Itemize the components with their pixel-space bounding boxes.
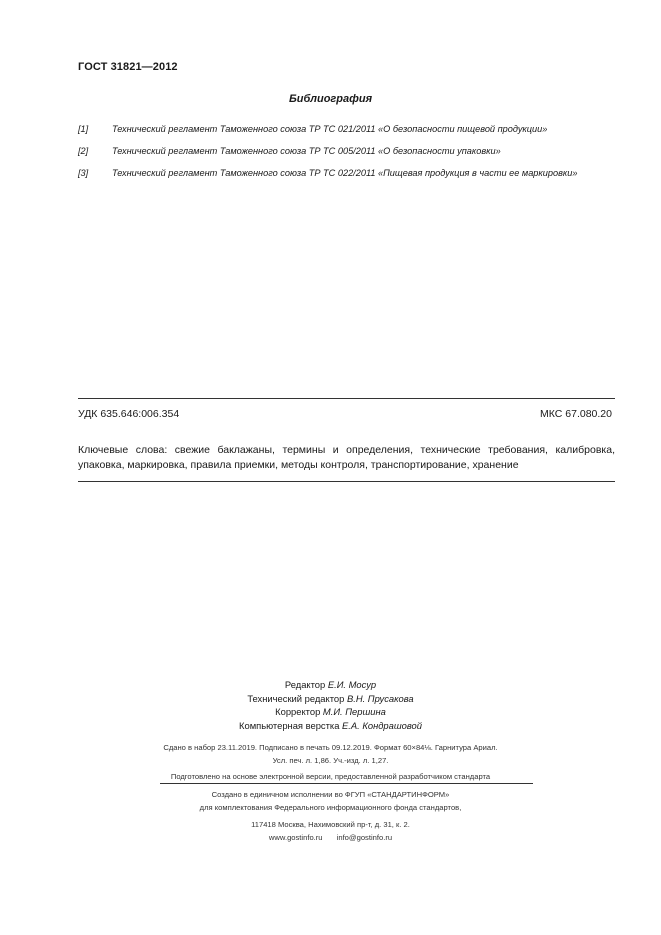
publisher-contacts	[0, 832, 661, 845]
credit-name: В.Н. Прусакова	[346, 692, 414, 704]
publisher-website[interactable]: www.gostinfo.ru	[268, 832, 323, 842]
editorial-credits	[0, 678, 661, 732]
divider-bottom	[78, 481, 615, 482]
print-info	[0, 741, 661, 767]
bibliography-item	[78, 146, 618, 168]
bibliography-item-text: Технический регламент Таможенного союза ТР ТС 021/2011 «О безопасности пищевой продукции»	[112, 124, 548, 134]
credit-role: Компьютерная верстка	[239, 719, 340, 731]
divider-top	[78, 398, 615, 399]
bibliography-item	[78, 168, 618, 190]
bibliography-item	[78, 124, 618, 146]
credit-role: Редактор	[284, 679, 326, 690]
mks-code: МКС 67.080.20	[540, 408, 612, 420]
bibliography-item-text: Технический регламент Таможенного союза ТР ТС 022/2011 «Пищевая продукция в части ее маркировки»	[112, 168, 578, 178]
bibliography-item-number: [2]	[78, 146, 89, 156]
credit-technical-editor	[0, 692, 661, 706]
keywords: Ключевые слова: свежие баклажаны, термины и определения, технические требования, калибровка, упаковка, маркировка, правила приемки, методы контроля, транспортирование, хранение	[78, 444, 615, 471]
standard-number: ГОСТ 31821—2012	[78, 61, 178, 73]
credit-name: Е.А. Кондрашовой	[342, 719, 422, 731]
bibliography-item-number: [1]	[78, 124, 89, 134]
bibliography-item-number: [3]	[78, 168, 89, 178]
credit-proofreader	[0, 705, 661, 719]
print-info-line: Сдано в набор 23.11.2019. Подписано в печать 09.12.2019. Формат 60×84⅛. Гарнитура Ариал.	[163, 743, 498, 752]
credit-editor	[0, 678, 661, 692]
divider-imprint	[160, 783, 533, 784]
bibliography-list	[78, 124, 618, 190]
publisher-address: 117418 Москва, Нахимовский пр-т, д. 31, к. 2.	[251, 820, 410, 829]
credit-name: Е.И. Мосур	[327, 679, 377, 690]
udk-code: УДК 635.646:006.354	[78, 408, 180, 420]
credit-role: Корректор	[275, 706, 321, 717]
print-info-line: Усл. печ. л. 1,86. Уч.-изд. л. 1,27.	[272, 756, 389, 765]
publisher-imprint	[0, 789, 661, 844]
prepared-note: Подготовлено на основе электронной версии, предоставленной разработчиком стандарта	[170, 772, 491, 781]
credit-layout	[0, 719, 661, 733]
credit-role: Технический редактор	[247, 692, 345, 704]
publisher-line: Создано в единичном исполнении во ФГУП «СТАНДАРТИНФОРМ»	[211, 790, 450, 799]
publisher-line: для комплектования Федерального информационного фонда стандартов,	[199, 802, 462, 812]
bibliography-item-text: Технический регламент Таможенного союза ТР ТС 005/2011 «О безопасности упаковки»	[112, 146, 501, 156]
publisher-email[interactable]: info@gostinfo.ru	[336, 832, 393, 842]
bibliography-title: Библиография	[288, 93, 373, 105]
credit-name: М.И. Першина	[322, 706, 386, 717]
